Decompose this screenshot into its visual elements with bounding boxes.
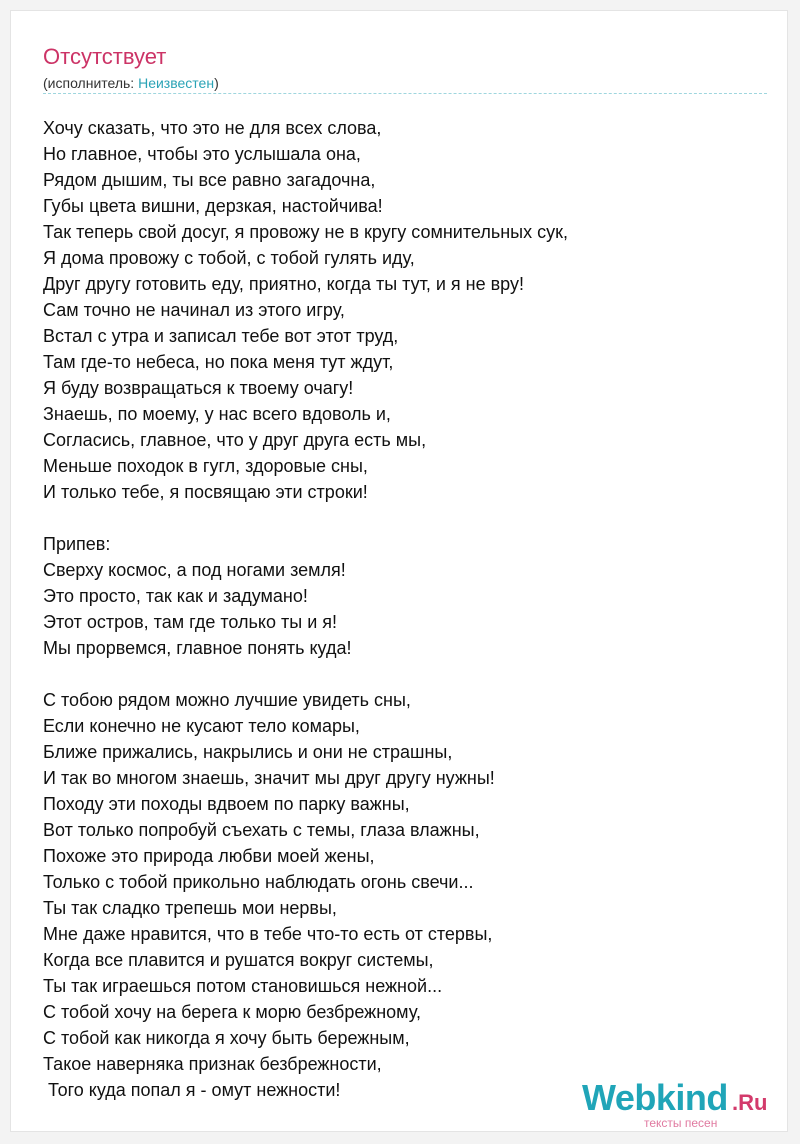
webkind-logo bbox=[582, 1078, 782, 1128]
lyric-line: Если конечно не кусают тело комары, bbox=[43, 716, 360, 736]
lyric-line: С тобой как никогда я хочу быть бережным, bbox=[43, 1028, 410, 1048]
artist-link[interactable]: Неизвестен bbox=[138, 75, 215, 91]
lyric-line: Так теперь свой досуг, я провожу не в кругу сомнительных сук, bbox=[43, 222, 568, 242]
logo-domain: .Ru bbox=[732, 1090, 768, 1115]
lyric-line: Сам точно не начинал из этого игру, bbox=[43, 300, 345, 320]
lyric-line bbox=[43, 505, 773, 531]
lyric-line: Встал с утра и записал тебе вот этот труд, bbox=[43, 326, 399, 346]
lyric-line: Друг другу готовить еду, приятно, когда ты тут, и я не вру! bbox=[43, 274, 524, 294]
lyric-line bbox=[43, 661, 773, 687]
lyric-line: Того куда попал я - омут нежности! bbox=[43, 1080, 341, 1100]
lyric-line: С тобой хочу на берега к морю безбрежному, bbox=[43, 1002, 421, 1022]
lyric-line: Ближе прижались, накрылись и они не страшны, bbox=[43, 742, 453, 762]
lyric-line: Я буду возвращаться к твоему очагу! bbox=[43, 378, 354, 398]
lyric-line: Рядом дышим, ты все равно загадочна, bbox=[43, 170, 376, 190]
lyric-line: И только тебе, я посвящаю эти строки! bbox=[43, 482, 368, 502]
lyrics-page bbox=[10, 10, 788, 1132]
lyric-line: Когда все плавится и рушатся вокруг системы, bbox=[43, 950, 434, 970]
lyric-line: Только с тобой прикольно наблюдать огонь свечи... bbox=[43, 872, 474, 892]
lyric-line: Сверху космос, а под ногами земля! bbox=[43, 560, 346, 580]
song-title: Отсутствует bbox=[43, 44, 167, 69]
lyric-line: Но главное, чтобы это услышала она, bbox=[43, 144, 361, 164]
logo-wordmark: Webkind bbox=[582, 1077, 728, 1118]
lyric-line: Этот остров, там где только ты и я! bbox=[43, 612, 337, 632]
artist-suffix: ) bbox=[214, 75, 219, 91]
lyric-line: Похоже это природа любви моей жены, bbox=[43, 846, 375, 866]
lyric-line: Вот только попробуй съехать с темы, глаза влажны, bbox=[43, 820, 480, 840]
lyric-line: Мне даже нравится, что в тебе что-то есть от стервы, bbox=[43, 924, 493, 944]
lyric-line: Такое наверняка признак безбрежности, bbox=[43, 1054, 382, 1074]
lyrics-text bbox=[43, 115, 773, 1103]
lyric-line: С тобою рядом можно лучшие увидеть сны, bbox=[43, 690, 411, 710]
lyric-line: Хочу сказать, что это не для всех слова, bbox=[43, 118, 382, 138]
artist-line bbox=[43, 74, 219, 92]
lyric-line: Походу эти походы вдвоем по парку важны, bbox=[43, 794, 410, 814]
artist-prefix: (исполнитель: bbox=[43, 75, 139, 91]
lyric-line: Знаешь, по моему, у нас всего вдоволь и, bbox=[43, 404, 391, 424]
lyric-line: Губы цвета вишни, дерзкая, настойчива! bbox=[43, 196, 383, 216]
lyric-line: Согласись, главное, что у друг друга есть мы, bbox=[43, 430, 427, 450]
lyric-line: Ты так сладко трепешь мои нервы, bbox=[43, 898, 337, 918]
lyric-line: Меньше походок в гугл, здоровые сны, bbox=[43, 456, 368, 476]
lyric-line: Там где-то небеса, но пока меня тут ждут, bbox=[43, 352, 394, 372]
logo-tagline: тексты песен bbox=[644, 1116, 718, 1130]
title-divider bbox=[43, 93, 767, 94]
lyric-line: Я дома провожу с тобой, с тобой гулять иду, bbox=[43, 248, 415, 268]
lyric-line: Припев: bbox=[43, 534, 111, 554]
lyric-line: Это просто, так как и задумано! bbox=[43, 586, 308, 606]
lyric-line: Ты так играешься потом становишься нежной... bbox=[43, 976, 443, 996]
lyric-line: Мы прорвемся, главное понять куда! bbox=[43, 638, 352, 658]
lyric-line: И так во многом знаешь, значит мы друг другу нужны! bbox=[43, 768, 495, 788]
